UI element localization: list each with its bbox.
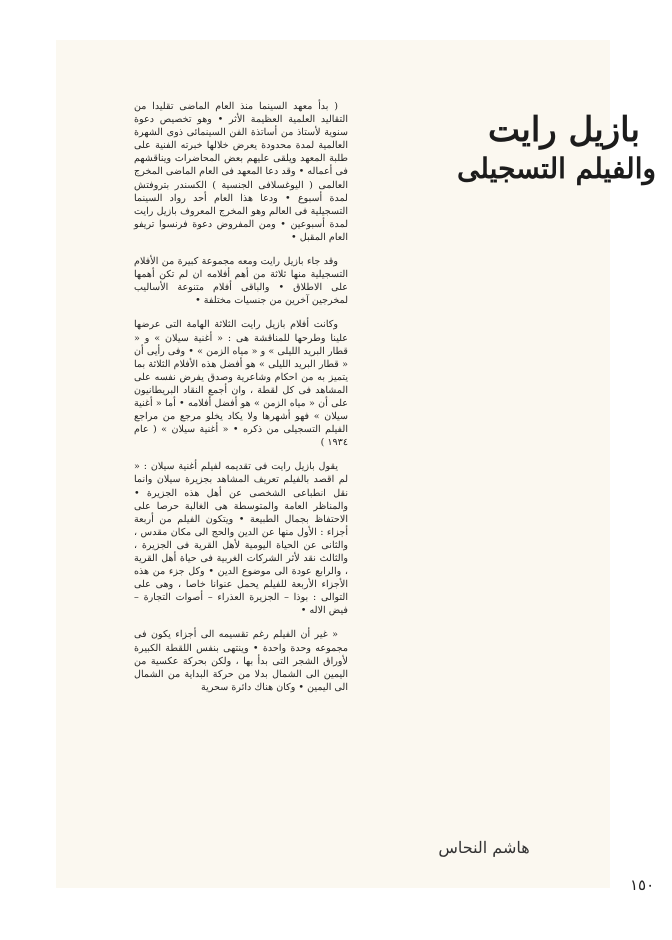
article-paragraph-3: وكانت أفلام بازيل رايت الثلاثة الهامة التى عرضها علينا وطرحها للمناقشة هى : « أغنية سيلان » و « قطار البريد الليلى » و « مياه الزمن » • وفى رأيى أن « قطار البريد الليلى » هو أفضل هذه الأفلام الثلاثة بما يتميز به من احكام وشاعرية وصدق يفرض نفسه على المشاهد فى كل لقطة ، وان أجمع النقاد البريطانيون على أن « مياه الزمن » هو أفضل أفلامه • أما « أغنية سيلان » فهو أشهرها ولا يكاد يخلو مرجع من مراجع الفيلم التسجيلى من ذكره • « أغنية سيلان » ( عام ١٩٣٤ )	[134, 319, 348, 449]
article-title-block	[406, 110, 656, 186]
page-number: ١٥٠	[630, 876, 655, 894]
article-paragraph-1: ( بدأ معهد السينما منذ العام الماضى تقليدا من التقاليد العلمية العظيمة الأثر • وهو تخصيص دعوة سنوية لأستاذ من أساتذة الفن السينمائى ذوى الشهرة العالمية لمدة محدودة يعرض خلالها خبرته الفنية على طلبة المعهد ويلقى عليهم بعض المحاضرات ويناقشهم فى أعماله • وقد دعا المعهد فى العام الماضى المخرج العالمى ( اليوغسلافى الجنسية ) الكسندر بتروفتش لمدة أسبوع • ودعا هذا العام أحد رواد السينما التسجيلية فى العالم وهو المخرج المعروف بازيل رايت لمدة أسبوعين • ومن المفروض دعوة فرنسوا تريفو العام المقبل •	[134, 101, 348, 243]
magazine-page	[56, 40, 656, 894]
article-title: بازيل رايت	[487, 110, 640, 150]
article-body-column	[134, 100, 348, 705]
article-paragraph-4: يقول بازيل رايت فى تقديمه لفيلم أغنية سيلان : « لم اقصد بالفيلم تعريف المشاهد بجزيرة سيلان وانما نقل انطباعى الشخصى عن أهل هذه الجزيرة • والمناظر العامة والمتوسطة هى الغالبة حرصا على الاحتفاظ بجمال الطبيعة • ويتكون الفيلم من أربعة أجزاء : الأول منها عن الدين والحج الى مكان مقدس ، والثانى عن الحياة اليومية لأهل القرية فى الجزيرة ، والثالث نقد لأثر الشركات الغربية فى حياة أهل القرية ، والرابع عودة الى موضوع الدين • وكل جزء من هذه الأجزاء الأربعة للفيلم يحمل عنوانا خاصا ، وهى على التوالى : بوذا – الجزيرة العذراء – أصوات التجارة – فيض الاله •	[134, 461, 348, 617]
article-paragraph-2: وقد جاء بازيل رايت ومعه مجموعة كبيرة من الأفلام التسجيلية منها ثلاثة من أهم أفلامه ان لم تكن أهمها على الاطلاق • والباقى أفلام متنوعة الأساليب لمخرجين آخرين من جنسيات مختلفة •	[134, 256, 348, 307]
author-name: هاشم النحاس	[438, 838, 530, 857]
article-subtitle: والفيلم التسجيلى	[457, 152, 656, 185]
article-paragraph-5: « غير أن الفيلم رغم تقسيمه الى أجزاء يكون فى مجموعه وحدة واحدة • وينتهى بنفس اللقطة الكبيرة لأوراق الشجر التى بدأ بها ، ولكن بحركة عكسية من اليمين الى الشمال بدلا من حركة البداية من الشمال الى اليمين • وكان هناك دائرة سحرية	[134, 629, 348, 693]
